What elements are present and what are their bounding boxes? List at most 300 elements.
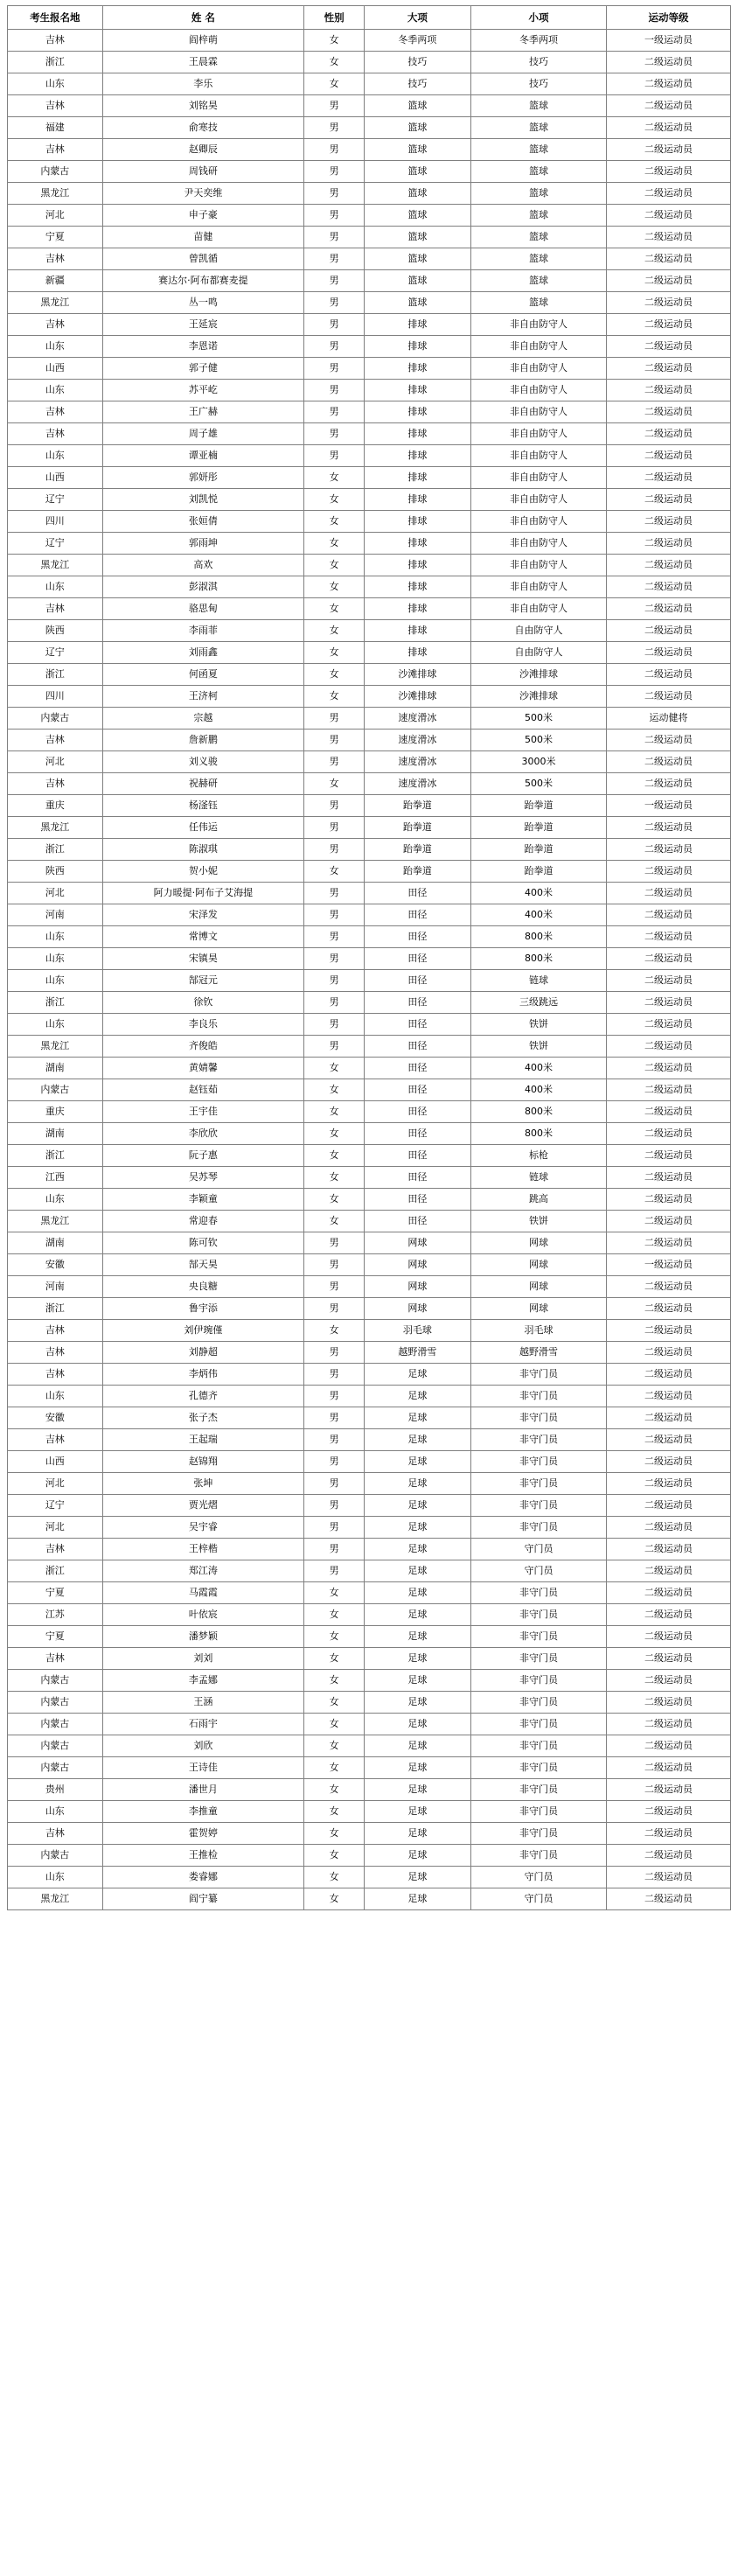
cell-minor-event: 篮球 [470, 227, 606, 248]
cell-grade: 二级运动员 [607, 314, 731, 336]
cell-grade: 二级运动员 [607, 1036, 731, 1058]
cell-minor-event: 篮球 [470, 139, 606, 161]
cell-major-event: 田径 [364, 970, 470, 992]
table-row [8, 992, 731, 1014]
cell-grade: 二级运动员 [607, 642, 731, 664]
cell-major-event: 田径 [364, 992, 470, 1014]
cell-region: 重庆 [8, 795, 103, 817]
table-row [8, 401, 731, 423]
cell-major-event: 篮球 [364, 270, 470, 292]
cell-gender: 男 [304, 1407, 365, 1429]
cell-minor-event: 守门员 [470, 1888, 606, 1910]
cell-major-event: 田径 [364, 1167, 470, 1189]
cell-major-event: 排球 [364, 533, 470, 555]
cell-gender: 女 [304, 533, 365, 555]
cell-region: 吉林 [8, 1342, 103, 1364]
cell-region: 四川 [8, 511, 103, 533]
cell-major-event: 篮球 [364, 292, 470, 314]
cell-gender: 男 [304, 751, 365, 773]
cell-region: 吉林 [8, 1429, 103, 1451]
cell-major-event: 足球 [364, 1735, 470, 1757]
cell-grade: 一级运动员 [607, 795, 731, 817]
cell-gender: 男 [304, 817, 365, 839]
cell-minor-event: 羽毛球 [470, 1320, 606, 1342]
cell-name: 贾光熠 [102, 1495, 304, 1517]
cell-gender: 女 [304, 1735, 365, 1757]
cell-grade: 二级运动员 [607, 576, 731, 598]
cell-major-event: 冬季两项 [364, 30, 470, 52]
cell-minor-event: 铁饼 [470, 1036, 606, 1058]
table-row [8, 1320, 731, 1342]
cell-major-event: 足球 [364, 1648, 470, 1670]
cell-minor-event: 标枪 [470, 1145, 606, 1167]
cell-name: 苗健 [102, 227, 304, 248]
cell-minor-event: 非守门员 [470, 1451, 606, 1473]
cell-name: 俞寒技 [102, 117, 304, 139]
table-row [8, 467, 731, 489]
cell-gender: 男 [304, 445, 365, 467]
table-row [8, 686, 731, 708]
table-row [8, 642, 731, 664]
table-row [8, 1342, 731, 1364]
cell-major-event: 足球 [364, 1626, 470, 1648]
table-row [8, 664, 731, 686]
cell-region: 吉林 [8, 1364, 103, 1386]
cell-minor-event: 800米 [470, 926, 606, 948]
cell-region: 内蒙古 [8, 1670, 103, 1692]
cell-grade: 二级运动员 [607, 52, 731, 73]
cell-gender: 女 [304, 1058, 365, 1079]
cell-minor-event: 非守门员 [470, 1582, 606, 1604]
column-header-major-event: 大项 [364, 6, 470, 30]
table-row [8, 598, 731, 620]
cell-region: 江苏 [8, 1604, 103, 1626]
cell-gender: 女 [304, 642, 365, 664]
cell-gender: 男 [304, 358, 365, 380]
cell-name: 骆思甸 [102, 598, 304, 620]
table-row [8, 1101, 731, 1123]
cell-gender: 男 [304, 1539, 365, 1560]
cell-grade: 二级运动员 [607, 183, 731, 205]
cell-gender: 女 [304, 467, 365, 489]
cell-region: 吉林 [8, 423, 103, 445]
cell-minor-event: 400米 [470, 883, 606, 904]
cell-grade: 二级运动员 [607, 205, 731, 227]
cell-gender: 男 [304, 336, 365, 358]
cell-name: 张子杰 [102, 1407, 304, 1429]
cell-region: 黑龙江 [8, 555, 103, 576]
cell-region: 山东 [8, 1014, 103, 1036]
cell-grade: 二级运动员 [607, 423, 731, 445]
cell-gender: 女 [304, 1823, 365, 1845]
cell-gender: 男 [304, 1254, 365, 1276]
cell-region: 山东 [8, 336, 103, 358]
cell-region: 宁夏 [8, 1626, 103, 1648]
cell-grade: 二级运动员 [607, 489, 731, 511]
cell-name: 刘欣 [102, 1735, 304, 1757]
cell-gender: 男 [304, 1276, 365, 1298]
cell-minor-event: 非守门员 [470, 1735, 606, 1757]
cell-minor-event: 500米 [470, 773, 606, 795]
cell-major-event: 田径 [364, 1101, 470, 1123]
cell-gender: 女 [304, 73, 365, 95]
cell-region: 吉林 [8, 248, 103, 270]
cell-major-event: 足球 [364, 1473, 470, 1495]
cell-region: 山东 [8, 1189, 103, 1211]
cell-region: 河南 [8, 904, 103, 926]
cell-name: 王推检 [102, 1845, 304, 1867]
cell-minor-event: 非守门员 [470, 1714, 606, 1735]
cell-name: 霍贺婷 [102, 1823, 304, 1845]
table-row [8, 620, 731, 642]
cell-gender: 男 [304, 883, 365, 904]
cell-major-event: 排球 [364, 445, 470, 467]
cell-gender: 女 [304, 861, 365, 883]
cell-grade: 二级运动员 [607, 139, 731, 161]
table-row [8, 904, 731, 926]
cell-minor-event: 守门员 [470, 1867, 606, 1888]
table-row [8, 883, 731, 904]
table-row [8, 227, 731, 248]
table-row [8, 1123, 731, 1145]
cell-grade: 二级运动员 [607, 1823, 731, 1845]
cell-region: 吉林 [8, 139, 103, 161]
cell-major-event: 技巧 [364, 73, 470, 95]
cell-grade: 二级运动员 [607, 227, 731, 248]
cell-gender: 男 [304, 314, 365, 336]
table-row [8, 948, 731, 970]
table-row [8, 1167, 731, 1189]
cell-name: 王梓楷 [102, 1539, 304, 1560]
table-row [8, 336, 731, 358]
cell-name: 潘世月 [102, 1779, 304, 1801]
cell-name: 马霞霞 [102, 1582, 304, 1604]
cell-name: 王广赫 [102, 401, 304, 423]
cell-region: 吉林 [8, 95, 103, 117]
cell-region: 福建 [8, 117, 103, 139]
table-row [8, 1495, 731, 1517]
cell-minor-event: 500米 [470, 730, 606, 751]
cell-gender: 男 [304, 839, 365, 861]
cell-name: 李孟娜 [102, 1670, 304, 1692]
cell-region: 辽宁 [8, 1495, 103, 1517]
cell-gender: 男 [304, 1232, 365, 1254]
column-header-name: 姓 名 [102, 6, 304, 30]
cell-region: 山东 [8, 1386, 103, 1407]
cell-minor-event: 非守门员 [470, 1801, 606, 1823]
table-row [8, 1692, 731, 1714]
cell-major-event: 田径 [364, 926, 470, 948]
cell-major-event: 排球 [364, 620, 470, 642]
cell-gender: 女 [304, 1648, 365, 1670]
cell-minor-event: 非自由防守人 [470, 445, 606, 467]
cell-name: 阿力暖提·阿布子艾海提 [102, 883, 304, 904]
cell-grade: 二级运动员 [607, 1626, 731, 1648]
cell-gender: 女 [304, 1211, 365, 1232]
cell-region: 内蒙古 [8, 708, 103, 730]
cell-gender: 男 [304, 401, 365, 423]
cell-name: 王起瑞 [102, 1429, 304, 1451]
cell-major-event: 足球 [364, 1888, 470, 1910]
cell-grade: 二级运动员 [607, 730, 731, 751]
cell-gender: 男 [304, 1364, 365, 1386]
cell-minor-event: 网球 [470, 1276, 606, 1298]
cell-grade: 二级运动员 [607, 1714, 731, 1735]
cell-minor-event: 非守门员 [470, 1823, 606, 1845]
cell-region: 山东 [8, 970, 103, 992]
cell-region: 黑龙江 [8, 817, 103, 839]
cell-grade: 二级运动员 [607, 270, 731, 292]
cell-name: 郭雨坤 [102, 533, 304, 555]
cell-region: 浙江 [8, 52, 103, 73]
cell-major-event: 排球 [364, 598, 470, 620]
cell-region: 湖南 [8, 1058, 103, 1079]
cell-region: 宁夏 [8, 227, 103, 248]
cell-gender: 男 [304, 1560, 365, 1582]
cell-grade: 二级运动员 [607, 686, 731, 708]
cell-minor-event: 400米 [470, 904, 606, 926]
cell-grade: 二级运动员 [607, 467, 731, 489]
cell-gender: 女 [304, 511, 365, 533]
cell-major-event: 田径 [364, 948, 470, 970]
cell-minor-event: 非守门员 [470, 1473, 606, 1495]
table-row [8, 1604, 731, 1626]
cell-name: 郑江涛 [102, 1560, 304, 1582]
cell-region: 浙江 [8, 1145, 103, 1167]
cell-major-event: 足球 [364, 1801, 470, 1823]
table-row [8, 1517, 731, 1539]
cell-name: 郜天昊 [102, 1254, 304, 1276]
cell-region: 吉林 [8, 1648, 103, 1670]
cell-grade: 一级运动员 [607, 1254, 731, 1276]
cell-minor-event: 非守门员 [470, 1364, 606, 1386]
cell-gender: 男 [304, 1517, 365, 1539]
table-row [8, 1014, 731, 1036]
cell-major-event: 排球 [364, 576, 470, 598]
cell-major-event: 足球 [364, 1867, 470, 1888]
cell-minor-event: 800米 [470, 1101, 606, 1123]
cell-name: 阮子惠 [102, 1145, 304, 1167]
cell-gender: 女 [304, 489, 365, 511]
cell-grade: 二级运动员 [607, 839, 731, 861]
table-row [8, 708, 731, 730]
cell-gender: 男 [304, 1451, 365, 1473]
cell-name: 祝赫研 [102, 773, 304, 795]
cell-minor-event: 非自由防守人 [470, 555, 606, 576]
cell-gender: 女 [304, 773, 365, 795]
table-row [8, 1407, 731, 1429]
cell-region: 内蒙古 [8, 1735, 103, 1757]
cell-name: 刘伊琬僅 [102, 1320, 304, 1342]
column-header-grade: 运动等级 [607, 6, 731, 30]
cell-region: 吉林 [8, 1320, 103, 1342]
cell-gender: 男 [304, 227, 365, 248]
cell-grade: 二级运动员 [607, 1779, 731, 1801]
cell-major-event: 羽毛球 [364, 1320, 470, 1342]
cell-name: 申子豪 [102, 205, 304, 227]
cell-region: 内蒙古 [8, 1079, 103, 1101]
cell-minor-event: 沙滩排球 [470, 686, 606, 708]
cell-grade: 二级运动员 [607, 358, 731, 380]
cell-grade: 二级运动员 [607, 1189, 731, 1211]
cell-region: 贵州 [8, 1779, 103, 1801]
cell-minor-event: 链球 [470, 970, 606, 992]
table-row [8, 270, 731, 292]
cell-name: 王晨霖 [102, 52, 304, 73]
table-row [8, 183, 731, 205]
cell-region: 山西 [8, 467, 103, 489]
cell-gender: 女 [304, 1101, 365, 1123]
cell-major-event: 排球 [364, 314, 470, 336]
cell-name: 叶依宸 [102, 1604, 304, 1626]
cell-region: 山西 [8, 1451, 103, 1473]
cell-grade: 二级运动员 [607, 1386, 731, 1407]
cell-grade: 二级运动员 [607, 904, 731, 926]
cell-minor-event: 非守门员 [470, 1779, 606, 1801]
cell-major-event: 篮球 [364, 139, 470, 161]
cell-major-event: 田径 [364, 1145, 470, 1167]
cell-grade: 二级运动员 [607, 555, 731, 576]
cell-gender: 女 [304, 1123, 365, 1145]
cell-name: 丛一鸣 [102, 292, 304, 314]
cell-grade: 二级运动员 [607, 445, 731, 467]
table-row [8, 1648, 731, 1670]
cell-gender: 男 [304, 248, 365, 270]
cell-region: 安徽 [8, 1254, 103, 1276]
cell-grade: 二级运动员 [607, 1407, 731, 1429]
cell-minor-event: 篮球 [470, 161, 606, 183]
cell-gender: 女 [304, 1867, 365, 1888]
cell-grade: 二级运动员 [607, 817, 731, 839]
cell-minor-event: 链球 [470, 1167, 606, 1189]
cell-grade: 二级运动员 [607, 1473, 731, 1495]
cell-grade: 二级运动员 [607, 1232, 731, 1254]
table-row [8, 205, 731, 227]
cell-region: 山东 [8, 445, 103, 467]
cell-name: 李良乐 [102, 1014, 304, 1036]
cell-major-event: 排球 [364, 489, 470, 511]
cell-region: 四川 [8, 686, 103, 708]
cell-region: 吉林 [8, 1823, 103, 1845]
cell-minor-event: 非守门员 [470, 1845, 606, 1867]
table-row [8, 555, 731, 576]
cell-grade: 二级运动员 [607, 1342, 731, 1364]
cell-grade: 二级运动员 [607, 1451, 731, 1473]
cell-grade: 二级运动员 [607, 926, 731, 948]
cell-gender: 男 [304, 970, 365, 992]
cell-major-event: 沙滩排球 [364, 664, 470, 686]
cell-name: 李炳伟 [102, 1364, 304, 1386]
cell-region: 浙江 [8, 839, 103, 861]
cell-name: 潘梦颖 [102, 1626, 304, 1648]
cell-minor-event: 3000米 [470, 751, 606, 773]
cell-region: 河北 [8, 205, 103, 227]
cell-region: 山西 [8, 358, 103, 380]
cell-gender: 女 [304, 30, 365, 52]
cell-name: 齐俊皓 [102, 1036, 304, 1058]
table-row [8, 489, 731, 511]
cell-grade: 二级运动员 [607, 1058, 731, 1079]
cell-name: 周子雄 [102, 423, 304, 445]
table-row [8, 511, 731, 533]
cell-grade: 二级运动员 [607, 292, 731, 314]
cell-grade: 二级运动员 [607, 861, 731, 883]
cell-name: 央良糖 [102, 1276, 304, 1298]
cell-grade: 二级运动员 [607, 948, 731, 970]
cell-gender: 女 [304, 1714, 365, 1735]
table-row [8, 861, 731, 883]
cell-minor-event: 400米 [470, 1079, 606, 1101]
cell-major-event: 田径 [364, 1036, 470, 1058]
cell-grade: 二级运动员 [607, 1364, 731, 1386]
cell-region: 内蒙古 [8, 1845, 103, 1867]
cell-region: 浙江 [8, 664, 103, 686]
table-row [8, 30, 731, 52]
cell-gender: 男 [304, 292, 365, 314]
cell-grade: 二级运动员 [607, 1735, 731, 1757]
table-row [8, 795, 731, 817]
cell-gender: 男 [304, 1014, 365, 1036]
cell-grade: 二级运动员 [607, 1757, 731, 1779]
cell-gender: 男 [304, 139, 365, 161]
cell-major-event: 田径 [364, 1079, 470, 1101]
cell-name: 宗越 [102, 708, 304, 730]
cell-region: 辽宁 [8, 489, 103, 511]
cell-region: 河南 [8, 1276, 103, 1298]
cell-major-event: 足球 [364, 1714, 470, 1735]
cell-name: 詹新鹏 [102, 730, 304, 751]
cell-region: 湖南 [8, 1232, 103, 1254]
cell-gender: 男 [304, 904, 365, 926]
cell-grade: 二级运动员 [607, 1211, 731, 1232]
table-row [8, 1473, 731, 1495]
cell-major-event: 田径 [364, 1014, 470, 1036]
cell-minor-event: 非自由防守人 [470, 489, 606, 511]
table-row [8, 751, 731, 773]
cell-name: 任伟运 [102, 817, 304, 839]
cell-major-event: 篮球 [364, 117, 470, 139]
cell-major-event: 排球 [364, 358, 470, 380]
cell-minor-event: 非自由防守人 [470, 423, 606, 445]
cell-name: 王涵 [102, 1692, 304, 1714]
cell-grade: 二级运动员 [607, 883, 731, 904]
table-row [8, 773, 731, 795]
cell-minor-event: 400米 [470, 1058, 606, 1079]
cell-major-event: 足球 [364, 1517, 470, 1539]
cell-grade: 二级运动员 [607, 1539, 731, 1560]
cell-grade: 二级运动员 [607, 73, 731, 95]
cell-minor-event: 三级跳远 [470, 992, 606, 1014]
cell-name: 黄婧馨 [102, 1058, 304, 1079]
table-row [8, 839, 731, 861]
cell-minor-event: 自由防守人 [470, 642, 606, 664]
cell-name: 吴苏琴 [102, 1167, 304, 1189]
cell-minor-event: 网球 [470, 1232, 606, 1254]
cell-major-event: 跆拳道 [364, 795, 470, 817]
cell-minor-event: 非自由防守人 [470, 401, 606, 423]
table-row [8, 73, 731, 95]
cell-major-event: 跆拳道 [364, 817, 470, 839]
table-row [8, 1539, 731, 1560]
cell-gender: 女 [304, 1582, 365, 1604]
cell-grade: 二级运动员 [607, 1670, 731, 1692]
cell-grade: 二级运动员 [607, 751, 731, 773]
cell-minor-event: 跆拳道 [470, 839, 606, 861]
table-row [8, 1779, 731, 1801]
cell-minor-event: 篮球 [470, 183, 606, 205]
cell-grade: 二级运动员 [607, 336, 731, 358]
table-row [8, 1888, 731, 1910]
